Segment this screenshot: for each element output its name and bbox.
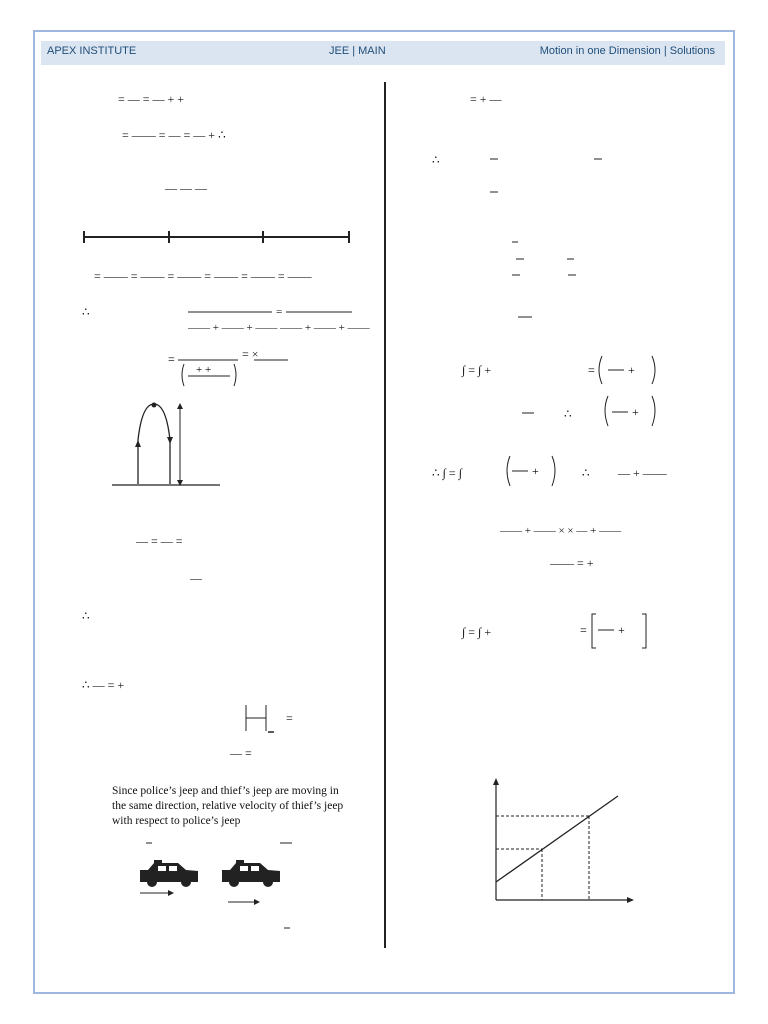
bracket-expressions bbox=[500, 452, 560, 492]
equation-line: — + —— bbox=[618, 466, 667, 480]
svg-text:=: = bbox=[580, 623, 587, 637]
absolute-value-bars bbox=[244, 704, 274, 734]
jeeps-diagram bbox=[138, 836, 298, 936]
equation-line: — = — = bbox=[136, 534, 183, 548]
svg-text:=: = bbox=[168, 352, 175, 366]
equation-line: = —— = — = — + ∴ bbox=[122, 128, 226, 142]
paragraph-line: Since police’s jeep and thief’s jeep are moving in bbox=[112, 785, 339, 797]
equation-line: = —— = —— = —— = —— = —— = —— bbox=[94, 269, 312, 283]
therefore-symbol: ∴ bbox=[432, 153, 440, 167]
institute-name: APEX INSTITUTE bbox=[47, 45, 137, 57]
bracket-expressions bbox=[588, 352, 658, 432]
svg-text:+: + bbox=[628, 363, 635, 377]
bracket-fraction bbox=[168, 352, 293, 391]
equation-line: —— + —— × × — + —— bbox=[500, 525, 622, 537]
equation-line: — = bbox=[230, 746, 252, 760]
therefore-symbol: ∴ bbox=[82, 305, 90, 319]
paragraph-line: with respect to police’s jeep bbox=[112, 815, 241, 827]
jeep-explanation bbox=[112, 784, 392, 829]
topic-title: Motion in one Dimension | Solutions bbox=[539, 45, 715, 57]
velocity-time-graph bbox=[486, 776, 638, 910]
police-jeep-icon bbox=[140, 860, 198, 887]
fraction-fragments bbox=[488, 155, 608, 325]
equation-line: ∫ = ∫ + bbox=[462, 363, 492, 377]
paragraph-line: the same direction, relative velocity of thief’s jeep bbox=[112, 800, 344, 812]
therefore-symbol: ∴ bbox=[564, 407, 572, 421]
svg-text:+ +: + + bbox=[196, 364, 212, 376]
equation-line: ∴ — = + bbox=[82, 678, 125, 692]
bracket-expressions bbox=[580, 612, 650, 652]
equation-line: — — — bbox=[165, 181, 207, 195]
svg-text:+: + bbox=[532, 464, 539, 478]
equals-sign: = bbox=[286, 711, 293, 725]
equals-sign: = bbox=[276, 306, 283, 318]
svg-text:=: = bbox=[588, 363, 595, 377]
page-header bbox=[41, 41, 725, 65]
equation-line: = — = — + + bbox=[118, 92, 185, 106]
therefore-symbol: ∴ bbox=[82, 609, 90, 623]
equation-line: —— + —— + —— —— + —— + —— bbox=[188, 322, 370, 334]
arrow-right-icon bbox=[140, 890, 260, 905]
equation-line: ∫ = ∫ + bbox=[462, 625, 492, 639]
fraction-bars bbox=[186, 306, 356, 320]
equation-line: = × bbox=[242, 347, 259, 361]
equation-line: —— = + bbox=[550, 556, 594, 570]
svg-text:+: + bbox=[632, 405, 639, 419]
equation-line: = + — bbox=[470, 92, 502, 106]
equation-line: ∴ ∫ = ∫ bbox=[432, 466, 462, 480]
thief-jeep-icon bbox=[222, 860, 280, 887]
vertical-throw-diagram bbox=[112, 400, 222, 490]
exam-name: JEE | MAIN bbox=[329, 45, 386, 57]
therefore-symbol: ∴ bbox=[582, 466, 590, 480]
equation-line: — bbox=[190, 571, 202, 585]
distance-segment-diagram bbox=[82, 228, 354, 248]
svg-text:+: + bbox=[618, 623, 625, 637]
